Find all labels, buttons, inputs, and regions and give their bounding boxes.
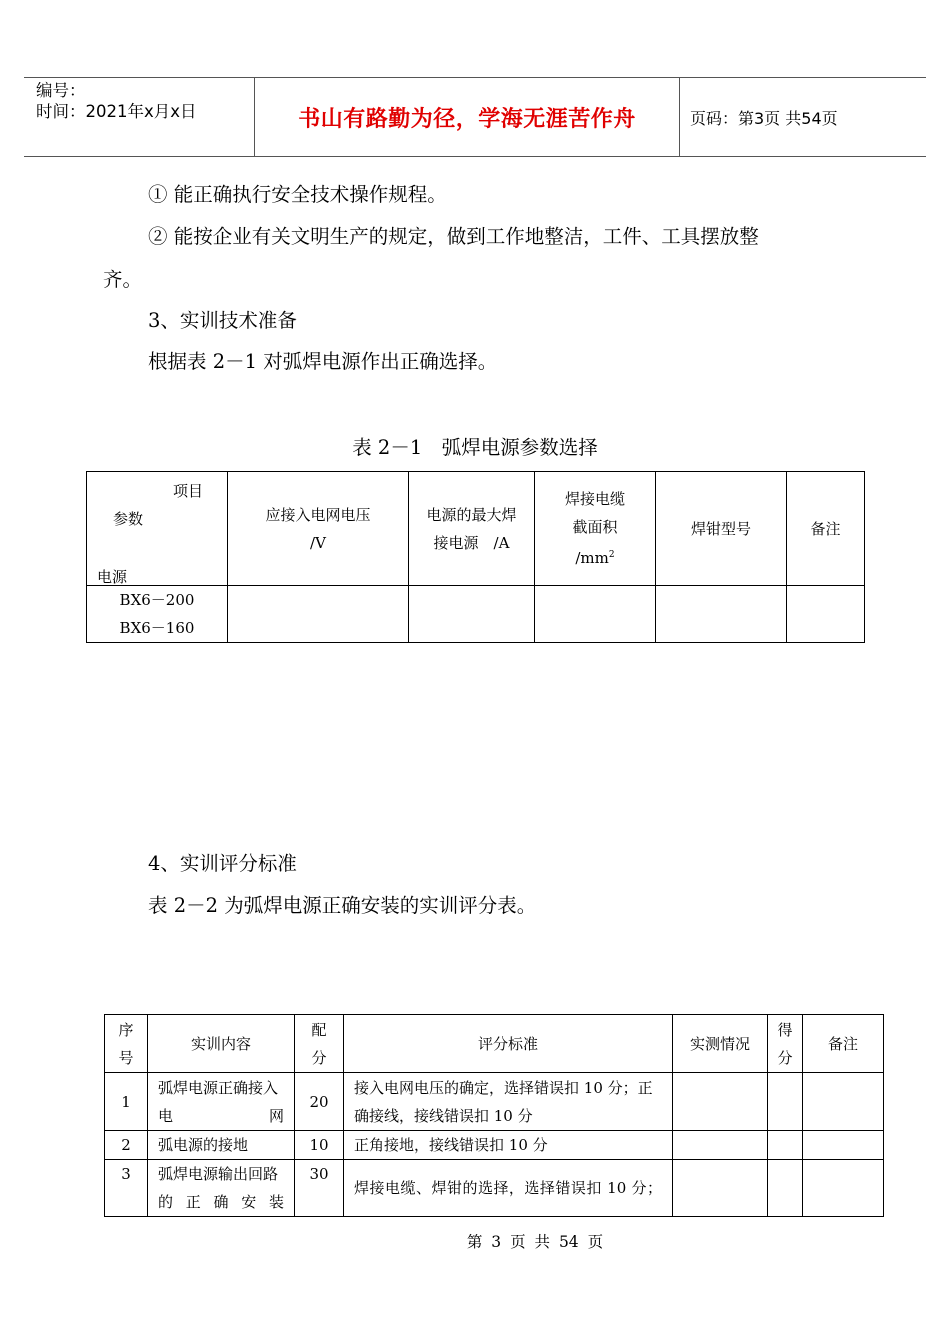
header-cable-unit: /mm <box>575 549 609 567</box>
table2-header-criteria: 评分标准 <box>344 1015 673 1073</box>
row-criteria: 接入电网电压的确定，选择错误扣 10 分；正确接线，接线错误扣 10 分 <box>344 1073 673 1131</box>
table-row <box>105 1131 884 1160</box>
row-measured <box>673 1073 768 1131</box>
header-score-line2: 分 <box>311 1048 327 1067</box>
page-header <box>24 77 926 157</box>
power-source-parameter-table <box>86 471 865 643</box>
table1-cell-empty <box>409 586 535 643</box>
header-score-line1: 配 <box>311 1020 327 1039</box>
row-measured <box>673 1160 768 1217</box>
row-measured <box>673 1131 768 1160</box>
row-score: 30 <box>295 1160 344 1217</box>
header-seq-line2: 号 <box>118 1048 134 1067</box>
table2-header-got <box>768 1015 803 1073</box>
table1-header-note: 备注 <box>787 472 865 586</box>
table2-header-content: 实训内容 <box>148 1015 295 1073</box>
header-voltage-line2: /V <box>310 533 326 552</box>
header-motto: 书山有路勤为径，学海无涯苦作舟 <box>298 105 636 132</box>
row-note <box>803 1131 884 1160</box>
corner-source-label: 电源 <box>97 568 128 586</box>
table1-header-cable <box>535 472 656 586</box>
corner-item-label: 项目 <box>173 482 204 500</box>
row-score: 20 <box>295 1073 344 1131</box>
header-got-line1: 得 <box>777 1020 793 1039</box>
row-got <box>768 1131 803 1160</box>
header-seq-line1: 序 <box>118 1020 134 1039</box>
row-seq: 1 <box>105 1073 148 1131</box>
training-score-table <box>104 1014 884 1217</box>
model-bx6-160: BX6－160 <box>119 619 195 637</box>
header-page-info: 页码：第3页 共54页 <box>690 108 838 128</box>
row-note <box>803 1073 884 1131</box>
table1-caption: 表 2－1 弧焊电源参数选择 <box>352 436 598 459</box>
header-cable-line1: 焊接电缆 <box>564 490 625 508</box>
row-score: 10 <box>295 1131 344 1160</box>
section-3-text: 根据表 2－1 对弧焊电源作出正确选择。 <box>148 350 498 373</box>
page-footer: 第 3 页 共 54 页 <box>466 1233 604 1251</box>
table1-header-clamp: 焊钳型号 <box>656 472 787 586</box>
header-divider <box>679 78 680 156</box>
row-note <box>803 1160 884 1217</box>
table1-cell-empty <box>787 586 865 643</box>
table-row <box>105 1073 884 1131</box>
document-time-label: 时间：2021年x月x日 <box>36 102 197 121</box>
row-content: 弧焊电源正确接入电网 <box>148 1073 295 1131</box>
section-4-text: 表 2－2 为弧焊电源正确安装的实训评分表。 <box>148 894 537 917</box>
paragraph-civilized-production: ② 能按企业有关文明生产的规定，做到工作地整洁，工件、工具摆放整 <box>148 225 759 248</box>
header-cable-unit-sup: 2 <box>608 550 615 560</box>
table1-corner-cell <box>87 472 228 586</box>
paragraph-civilized-production-cont: 齐。 <box>103 268 143 291</box>
table1-header-voltage <box>228 472 409 586</box>
paragraph-safety: ① 能正确执行安全技术操作规程。 <box>148 183 447 206</box>
row-got <box>768 1073 803 1131</box>
table1-cell-empty <box>656 586 787 643</box>
section-4-title: 4、实训评分标准 <box>148 852 297 875</box>
header-cable-line3 <box>535 541 655 572</box>
header-meta <box>36 80 266 122</box>
table2-header-score <box>295 1015 344 1073</box>
table1-row-models <box>87 586 228 643</box>
header-voltage-line1: 应接入电网电压 <box>265 505 371 524</box>
table1-cell-empty <box>228 586 409 643</box>
corner-param-label: 参数 <box>113 510 144 528</box>
header-current-line2: 接电源 /A <box>433 533 510 552</box>
row-content: 弧电源的接地 <box>148 1131 295 1160</box>
table1-header-current <box>409 472 535 586</box>
row-got <box>768 1160 803 1217</box>
table1-cell-empty <box>535 586 656 643</box>
row-content: 弧焊电源输出回路的正确安装 <box>148 1160 295 1217</box>
table2-header-note: 备注 <box>803 1015 884 1073</box>
row-criteria: 焊接电缆、焊钳的选择，选择错误扣 10 分； <box>344 1160 673 1217</box>
header-got-line2: 分 <box>777 1048 793 1067</box>
row-seq: 3 <box>105 1160 148 1217</box>
document-number-label: 编号： <box>36 81 86 100</box>
row-criteria: 正角接地，接线错误扣 10 分 <box>344 1131 673 1160</box>
table2-header-seq <box>105 1015 148 1073</box>
row-seq: 2 <box>105 1131 148 1160</box>
header-cable-line2: 截面积 <box>572 518 618 536</box>
table2-header-measured: 实测情况 <box>673 1015 768 1073</box>
section-3-title: 3、实训技术准备 <box>148 309 297 332</box>
header-current-line1: 电源的最大焊 <box>426 505 517 524</box>
model-bx6-200: BX6－200 <box>119 591 195 609</box>
table-row <box>105 1160 884 1217</box>
